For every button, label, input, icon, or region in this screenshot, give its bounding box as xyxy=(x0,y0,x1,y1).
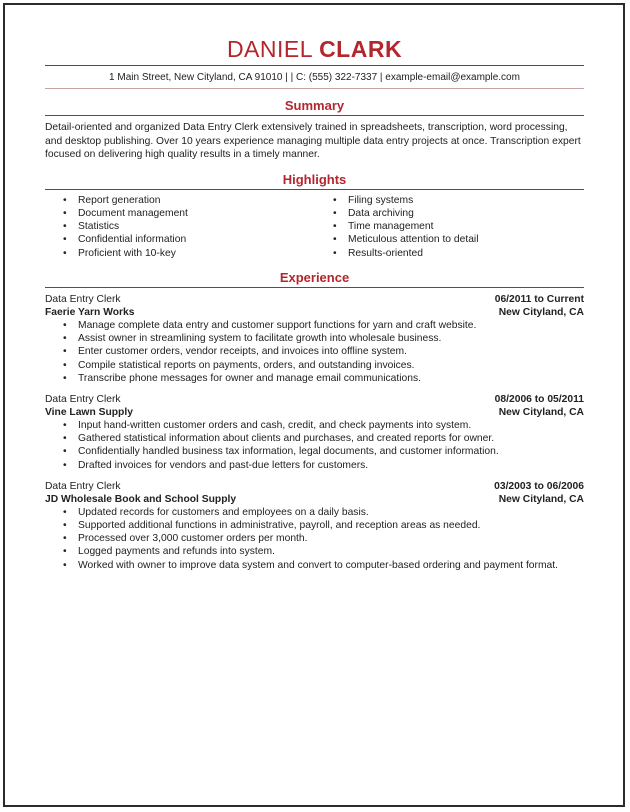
list-item: • Statistics xyxy=(45,220,315,233)
list-item: • Proficient with 10-key xyxy=(45,247,315,260)
contact-line: 1 Main Street, New Cityland, CA 91010 | | C: (555) 322-7337 | example-email@example.com xyxy=(109,72,520,83)
highlights-left-column xyxy=(45,194,315,260)
job-company-row xyxy=(45,306,584,319)
list-item: • Confidentially handled business tax information, legal documents, and customer information. xyxy=(45,445,584,458)
highlights-heading: Highlights xyxy=(282,171,347,187)
job-title: Data Entry Clerk xyxy=(45,480,121,492)
job-dates: 08/2006 to 05/2011 xyxy=(494,394,584,405)
summary-rule xyxy=(45,115,584,116)
last-name: CLARK xyxy=(319,36,403,62)
list-item: • Data archiving xyxy=(315,207,479,220)
list-item: • Compile statistical reports on payments, orders, and outstanding invoices. xyxy=(45,359,584,372)
experience-list xyxy=(45,293,584,572)
header-divider xyxy=(45,65,584,66)
list-item: • Processed over 3,000 customer orders per month. xyxy=(45,532,584,545)
list-item: • Supported additional functions in administrative, payroll, and reception areas as needed. xyxy=(45,519,584,532)
list-item: • Drafted invoices for vendors and past-due letters for customers. xyxy=(45,459,584,472)
list-item: • Meticulous attention to detail xyxy=(315,233,479,246)
job-location: New Cityland, CA xyxy=(498,493,584,505)
job-entry xyxy=(45,480,584,572)
summary-text: Detail-oriented and organized Data Entry Clerk extensively trained in spreadsheets, transcription, word processing, and desktop publishing. Over 10 years experience managing multiple data entry projects at once. Transcription expert focused on delivering high quality results in a timely manner. xyxy=(45,122,581,160)
job-title: Data Entry Clerk xyxy=(45,394,121,405)
job-entry xyxy=(45,393,584,472)
job-duties xyxy=(45,506,584,572)
job-company: JD Wholesale Book and School Supply xyxy=(45,493,237,505)
highlights-right-column xyxy=(315,194,479,260)
list-item: • Updated records for customers and employees on a daily basis. xyxy=(45,506,584,519)
list-item: • Assist owner in streamlining system to facilitate growth into wholesale business. xyxy=(45,332,584,345)
list-item: • Report generation xyxy=(45,194,315,207)
job-duties xyxy=(45,419,584,472)
experience-rule xyxy=(45,287,584,288)
highlights-rule xyxy=(45,189,584,190)
job-entry xyxy=(45,293,584,385)
job-location: New Cityland, CA xyxy=(498,306,584,318)
job-duties xyxy=(45,319,584,385)
experience-heading: Experience xyxy=(279,269,350,285)
job-dates: 06/2011 to Current xyxy=(494,293,584,305)
job-dates: 03/2003 to 06/2006 xyxy=(494,480,584,492)
first-name: DANIEL xyxy=(226,36,313,62)
job-header xyxy=(45,480,584,493)
job-company-row xyxy=(45,406,584,419)
contact-divider xyxy=(45,88,584,89)
list-item: • Results-oriented xyxy=(315,247,479,260)
list-item: • Worked with owner to improve data system and convert to computer-based ordering and payment format. xyxy=(45,559,584,572)
list-item: • Manage complete data entry and customer support functions for yarn and craft website. xyxy=(45,319,584,332)
list-item: • Filing systems xyxy=(315,194,479,207)
job-company: Vine Lawn Supply xyxy=(45,407,133,418)
job-header xyxy=(45,293,584,306)
summary-heading: Summary xyxy=(284,98,345,113)
job-company-row xyxy=(45,493,584,506)
list-item: • Logged payments and refunds into system. xyxy=(45,545,584,558)
job-location: New Cityland, CA xyxy=(498,407,584,418)
list-item: • Document management xyxy=(45,207,315,220)
list-item: • Transcribe phone messages for owner and manage email communications. xyxy=(45,372,584,385)
job-company: Faerie Yarn Works xyxy=(45,306,135,318)
resume-page xyxy=(45,36,584,572)
list-item: • Confidential information xyxy=(45,233,315,246)
list-item: • Gathered statistical information about clients and purchases, and created reports for owner. xyxy=(45,432,584,445)
list-item: • Time management xyxy=(315,220,479,233)
list-item: • Input hand-written customer orders and cash, credit, and check payments into system. xyxy=(45,419,584,432)
job-title: Data Entry Clerk xyxy=(45,293,121,305)
candidate-name xyxy=(45,36,584,62)
job-header xyxy=(45,393,584,406)
list-item: • Enter customer orders, vendor receipts, and invoices into offline system. xyxy=(45,345,584,358)
highlights-list xyxy=(45,194,584,260)
